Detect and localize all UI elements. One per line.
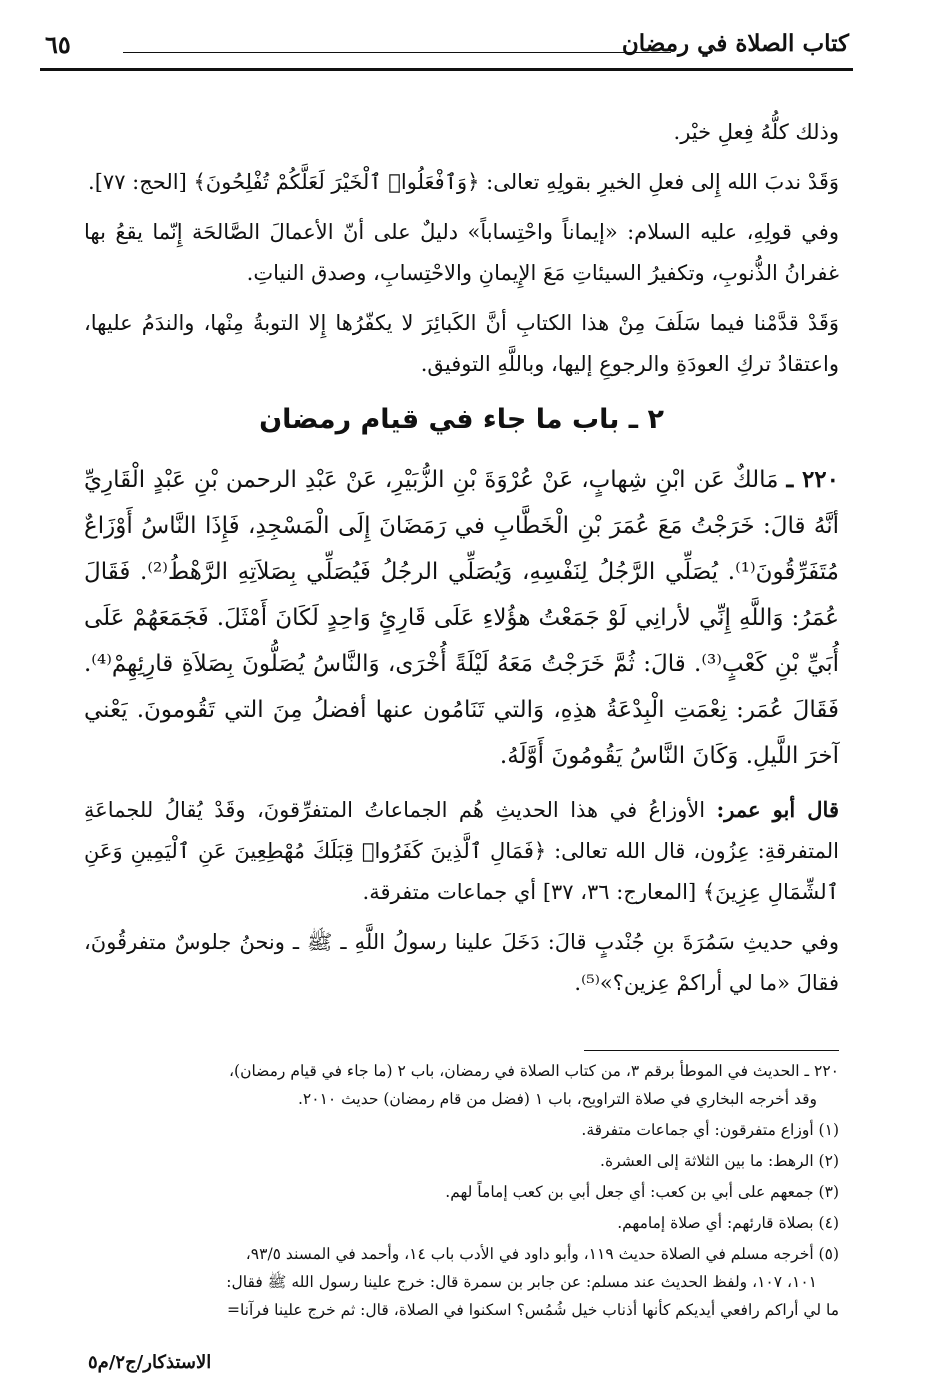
verse-reference: [الحج: ٧٧]. <box>88 170 187 194</box>
commentary-text: الأوزاعُ في هذا الحديثِ هُم الجماعاتُ المتفرِّقونَ، وقَدْ يُقالُ للجماعَةِ المتفرقةِ: عِزُون، قال الله تعالى: <box>84 798 839 863</box>
page-number: ٦٥ <box>45 30 71 59</box>
page-header <box>45 28 849 68</box>
footnote-line: (٥) أخرجه مسلم في الصلاة حديث ١١٩، وأبو داود في الأدب باب ١٤، وأحمد في المسند ٩٣/٥، <box>245 1245 839 1263</box>
footnote-5 <box>84 1240 839 1324</box>
footnote-4: (٤) بصلاة قارئهم: أي صلاة إمامهم. <box>617 1214 839 1232</box>
footnote-line: وقد أخرجه البخاري في صلاة التراويح، باب ١ (فضل من قام رمضان) حديث ٢٠١٠. <box>297 1090 817 1108</box>
hadith-text: مَالكٌ عَن ابْنِ شِهابٍ، عَنْ عُرْوَةَ بْنِ الزُّبَيْرِ، عَنْ عَبْدِ الرحمن بْنِ عَبْدٍ الْقَارِيِّ أنَّهُ قالَ: خَرَجْتُ مَعَ عُمَرَ بْنِ الْخَطَّابِ في رَمَضَانَ إِلَى الْمَسْجِدِ، فَإِذَا النَّاسُ أَوْزَاعٌ مُتَفَرِّقُونَ⁽¹⁾. يُصَلِّي الرَّجُلُ لِنَفْسِهِ، وَيُصَلِّي الرجُلُ فَيُصَلِّي بِصَلاَتِهِ الرَّهْطُ⁽²⁾. فَقَالَ عُمَرُ: وَاللَّهِ إِنِّي لأرانِي لَوْ جَمَعْتُ هؤُلاءِ عَلَى قَارِئٍ وَاحِدٍ لَكَانَ أَمْثَلَ. فَجَمَعَهُمْ عَلَى أُبَيِّ بْنِ كَعْبٍ⁽³⁾. قالَ: ثُمَّ خَرَجْتُ مَعَهُ لَيْلَةً أُخْرَى، وَالنَّاسُ يُصَلُّونَ بِصَلاَةِ قارِئِهِمْ⁽⁴⁾. فَقَالَ عُمَر: نِعْمَتِ الْبِدْعَةُ هذِهِ، وَالتي تَنَامُون عنها أفضلُ مِنَ التي تَقُومونَ. يَعْني آخرَ اللَّيلِ. وَكَانَ النَّاسُ يَقُومُونَ أَوَّلَهُ. <box>84 467 839 769</box>
chapter-heading: ٢ ـ باب ما جاء في قيام رمضان <box>259 404 664 435</box>
paragraph-abu-umar <box>84 789 839 913</box>
hadith-number: ٢٢٠ ـ <box>786 466 840 493</box>
commentator-label: قال أبو عمر: <box>716 797 839 822</box>
footnote-2: (٢) الرهط: ما بين الثلاثة إلى العشرة. <box>600 1152 839 1170</box>
verse-reference: [المعارج: ٣٦، ٣٧] أي جماعات متفرقة. <box>362 880 697 904</box>
running-title: كتاب الصلاة في رمضان <box>621 30 849 57</box>
hadith-220 <box>84 457 839 779</box>
quran-verse: ﴿وَٱفْعَلُوا۟ ٱلْخَيْرَ لَعَلَّكُمْ تُفْلِحُونَ﴾ <box>193 170 480 194</box>
quran-verse: ﴿فَمَالِ ٱلَّذِينَ كَفَرُوا۟ قِبَلَكَ مُهْطِعِينَ عَنِ ٱلْيَمِينِ وَعَنِ ٱلشِّمَالِ عِزِينَ﴾ <box>84 839 839 904</box>
paragraph-samura-hadith: وفي حديثِ سَمُرَةَ بنِ جُنْدبٍ قالَ: دَخَلَ علينا رسولُ اللَّهِ ـ ﷺ ـ ونحنُ جلوسٌ متفرقُونَ، فقالَ «ما لي أراكمْ عِزين؟»⁽⁵⁾. <box>84 930 839 995</box>
footnote-separator <box>584 1050 839 1051</box>
footnote-3: (٣) جمعهم على أبي بن كعب: أي جعل أبي بن كعب إماماً لهم. <box>445 1183 839 1201</box>
paragraph-good-deeds: وذلك كلُّهُ فِعلِ خيْر. <box>673 120 839 144</box>
paragraph-quran-command <box>84 162 839 203</box>
footnote-line: ما لي أراكم رافعي أيديكم كأنها أذناب خيل شُمُس؟ اسكنوا في الصلاة، قال: ثم خرج علينا فرآنا= <box>226 1301 839 1319</box>
printer-signature: الاستذكار/ج٢/م٥ <box>88 1352 212 1373</box>
header-rule <box>40 68 853 71</box>
footnote-1: (١) أوزاع متفرقون: أي جماعات متفرقة. <box>581 1121 839 1139</box>
paragraph-major-sins: وَقَدْ قدَّمْنا فيما سَلَفَ مِنْ هذا الكتابِ أنَّ الكَبائِرَ لا يكفّرُها إِلا التوبةُ مِنْها، والندَمُ عليها، واعتقادُ تركِ العودَةِ والرجوعِ إليها، وباللَّهِ التوفيق. <box>84 311 839 376</box>
main-text <box>84 112 839 1013</box>
footnote-line: ١٠١، ١٠٧، ولفظ الحديث عند مسلم: عن جابر بن سمرة قال: خرج علينا رسول الله ﷺ فقال: <box>226 1273 817 1291</box>
footnote-line: ٢٢٠ ـ الحديث في الموطأ برقم ٣، من كتاب الصلاة في رمضان، باب ٢ (ما جاء في قيام رمضان)، <box>229 1062 839 1080</box>
paragraph-text: وَقَدْ ندبَ الله إِلى فعلِ الخيرِ بقولِهِ تعالى: <box>486 170 839 194</box>
paragraph-faith-reward: وفي قولِهِ، عليه السلام: «إيماناً واحْتِساباً» دليلٌ على أنّ الأعمالَ الصَّالحَة إِنّما يقعُ بها غفرانُ الذُّنوبِ، وتكفيرُ السيئاتِ مَعَ الإِيمانِ والاحْتِسابِ، وصدق النياتِ. <box>84 220 839 285</box>
footnotes <box>84 1057 839 1327</box>
header-divider-line <box>123 52 671 53</box>
footnote-220 <box>84 1057 839 1113</box>
